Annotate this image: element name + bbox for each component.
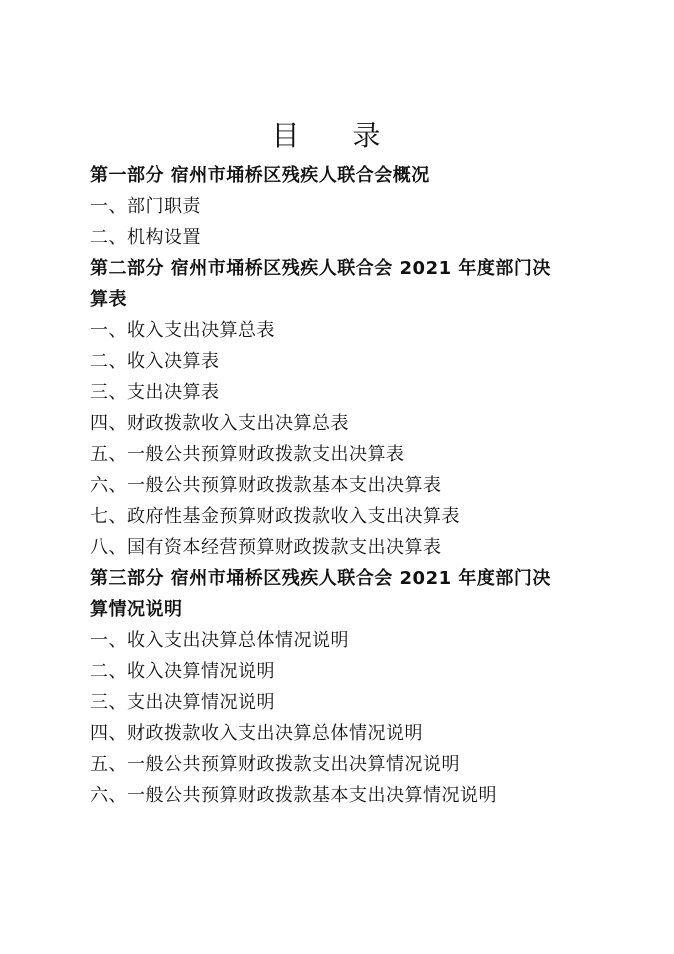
toc-item: 三、支出决算表	[90, 382, 220, 403]
toc-item: 二、收入决算情况说明	[90, 661, 275, 682]
toc-item: 七、政府性基金预算财政拨款收入支出决算表	[90, 506, 460, 527]
toc-item: 二、收入决算表	[90, 351, 220, 372]
toc-item: 四、财政拨款收入支出决算总体情况说明	[90, 723, 423, 744]
toc-item: 五、一般公共预算财政拨款支出决算表	[90, 444, 405, 465]
toc-item: 三、支出决算情况说明	[90, 692, 275, 713]
part-1-heading: 第一部分 宿州市埇桥区残疾人联合会概况	[90, 165, 430, 186]
toc-title: 目 录	[271, 119, 403, 152]
toc-item: 八、国有资本经营预算财政拨款支出决算表	[90, 537, 442, 558]
toc-item: 二、机构设置	[90, 227, 201, 248]
toc-item: 五、一般公共预算财政拨款支出决算情况说明	[90, 754, 460, 775]
table-of-contents	[90, 160, 610, 811]
toc-item: 六、一般公共预算财政拨款基本支出决算情况说明	[90, 785, 497, 806]
toc-item: 一、收入支出决算总表	[90, 320, 275, 341]
toc-item: 一、部门职责	[90, 196, 201, 217]
part-2-heading-line2: 算表	[90, 289, 127, 310]
part-3-heading-line1: 第三部分 宿州市埇桥区残疾人联合会 2021 年度部门决	[90, 568, 551, 589]
toc-item: 四、财政拨款收入支出决算总表	[90, 413, 349, 434]
part-3-heading-line2: 算情况说明	[90, 599, 183, 620]
part-2-heading-line1: 第二部分 宿州市埇桥区残疾人联合会 2021 年度部门决	[90, 258, 551, 279]
toc-item: 六、一般公共预算财政拨款基本支出决算表	[90, 475, 442, 496]
toc-item: 一、收入支出决算总体情况说明	[90, 630, 349, 651]
